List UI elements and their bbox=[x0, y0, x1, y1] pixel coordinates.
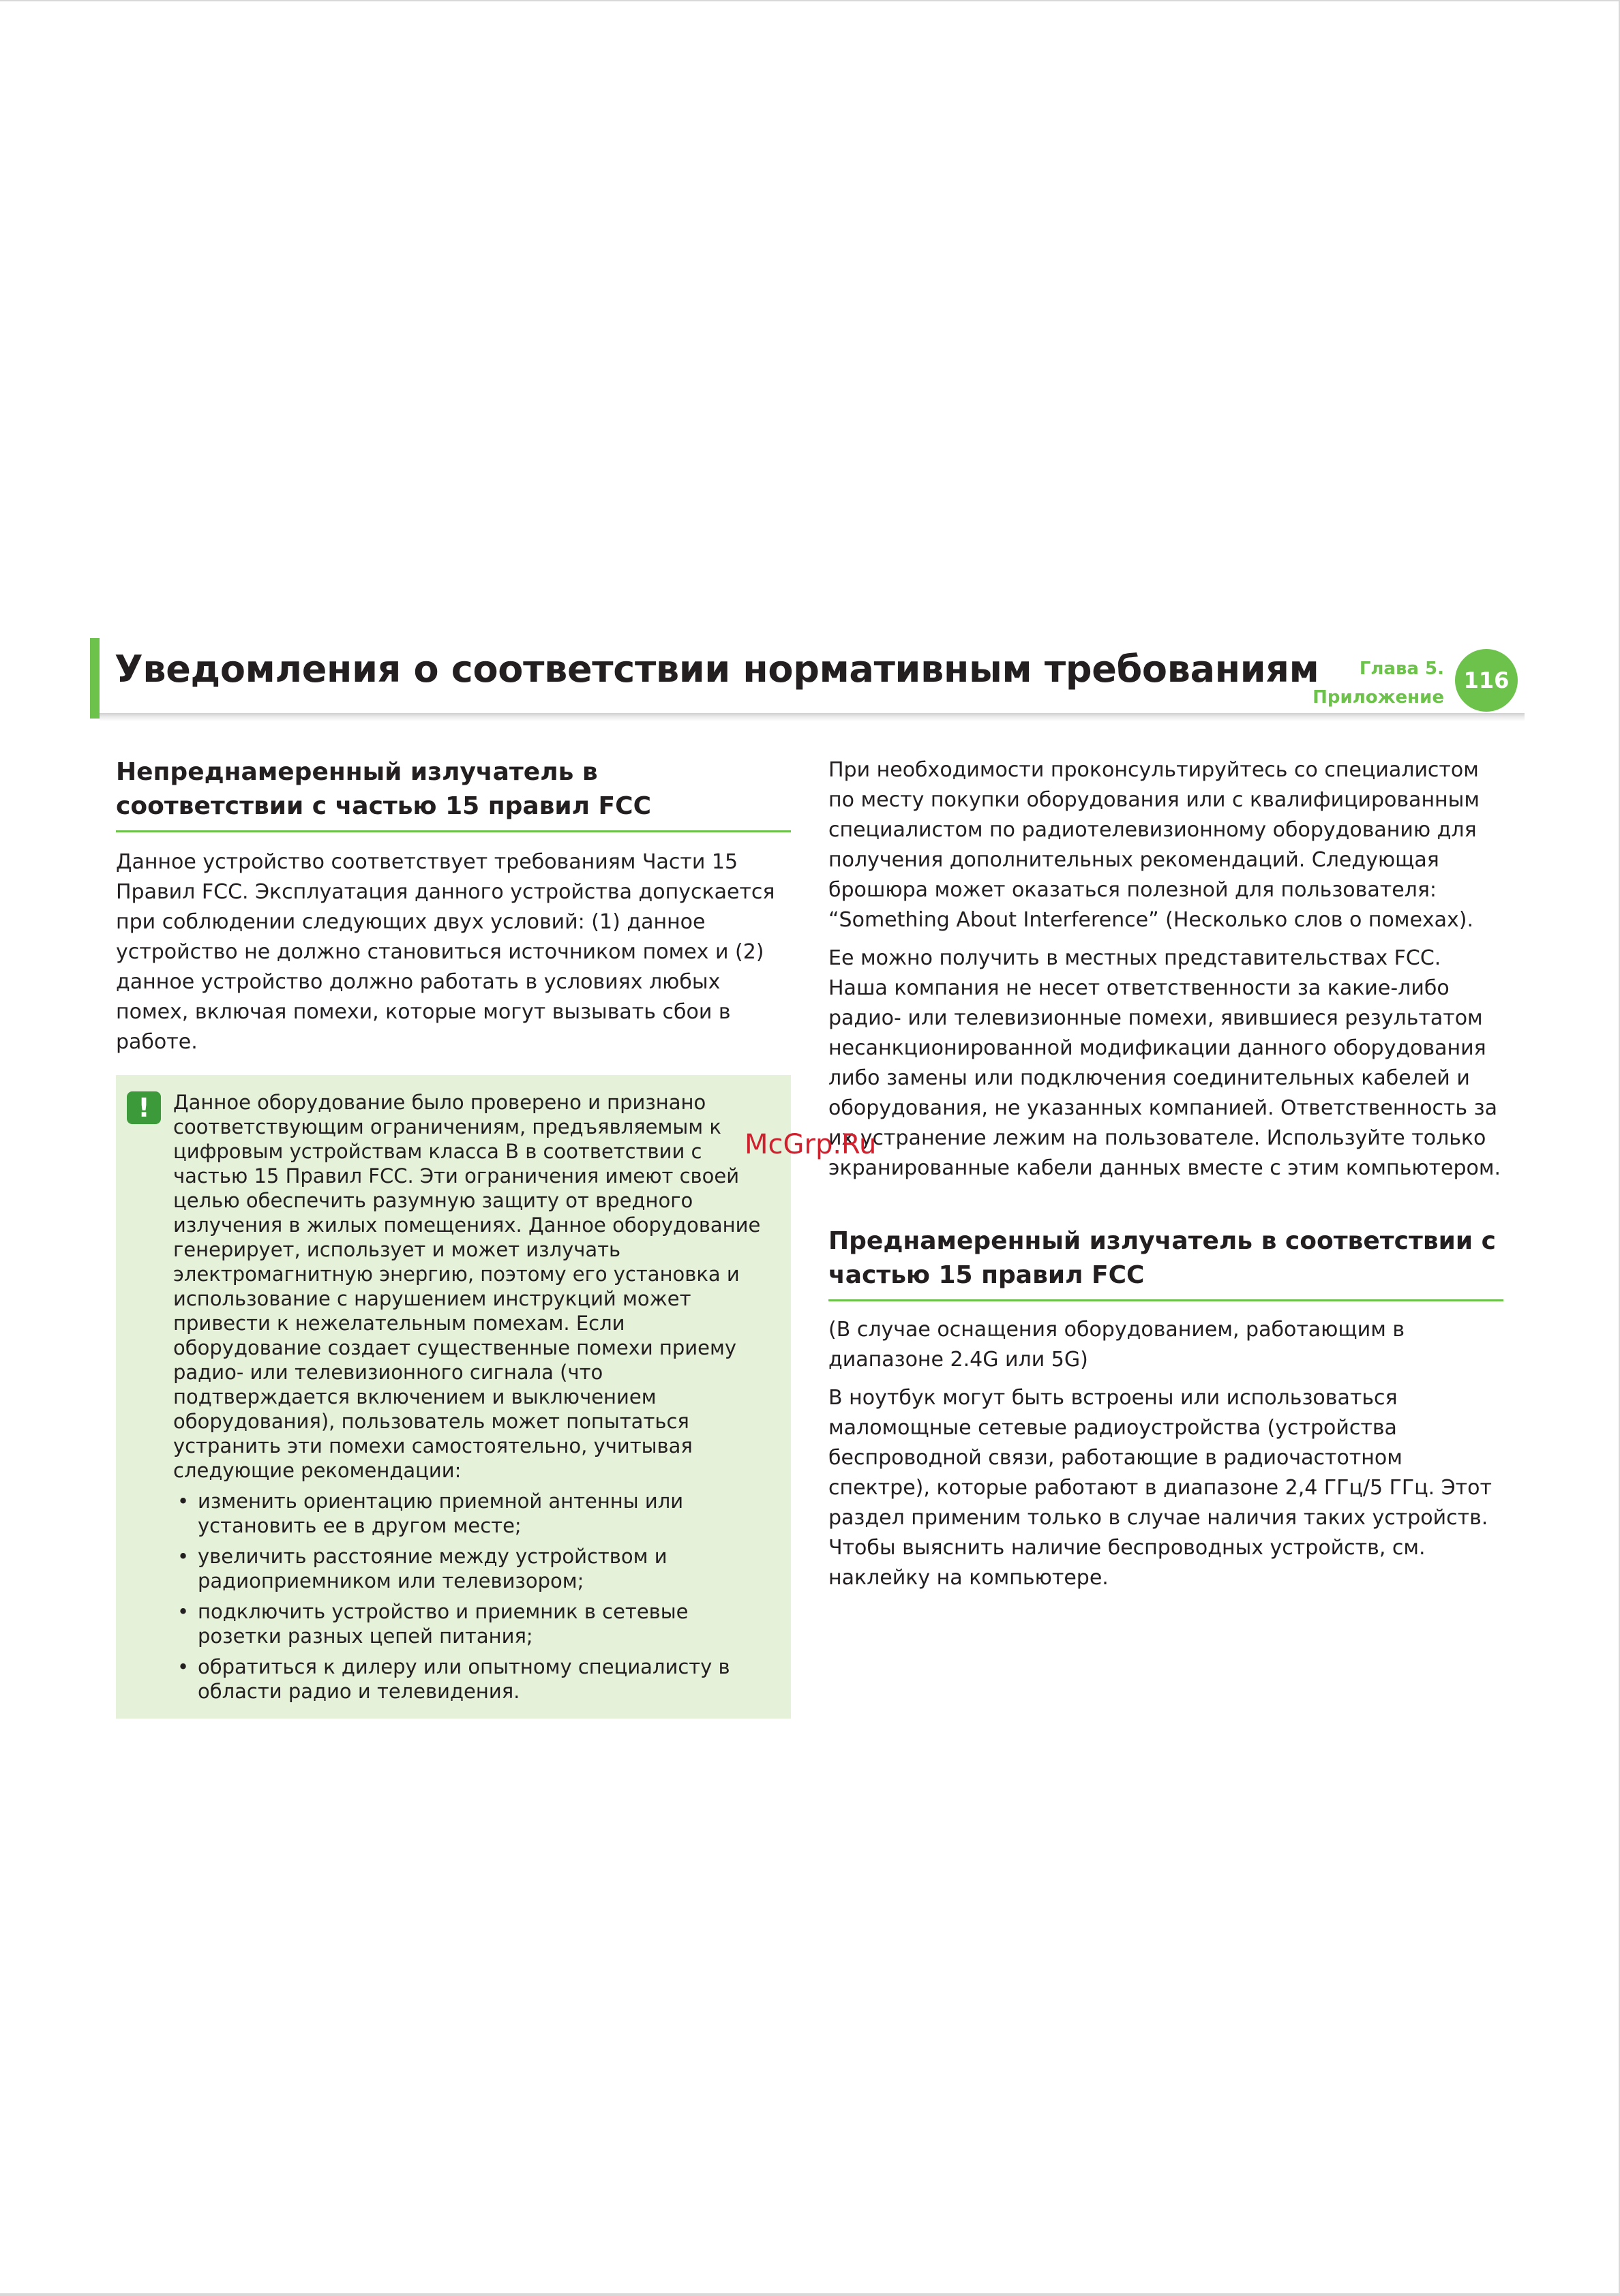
page-edge-bottom bbox=[0, 2293, 1620, 2296]
warning-note bbox=[116, 1075, 791, 1719]
chapter-number: Глава 5. bbox=[1359, 659, 1444, 679]
list-item: • увеличить расстояние между устройством и радиоприемником или телевизором; bbox=[173, 1544, 773, 1593]
list-item: • подключить устройство и приемник в сетевые розетки разных цепей питания; bbox=[173, 1599, 773, 1648]
note-text: Данное оборудование было проверено и признано соответствующим ограничениям, предъявляемым к цифровым устройствам класса B в соответствии с частью 15 Правил FCC. Эти ограничения имеют своей целью обеспечить разумную защиту от вредного излучения в жилых помещениях. Данное оборудование генерирует, использует и может излучать электромагнитную энергию, поэтому его установка и использование с нарушением инструкций может привести к нежелательным помехам. Если оборудование создает существенные помехи приему радио- или телевизионного сигнала (что подтверждается включением и выключением оборудования), пользователь может попытаться устранить эти помехи самостоятельно, учитывая следующие рекомендации: bbox=[173, 1091, 761, 1482]
header-accent-bar bbox=[90, 638, 100, 719]
wireless-paragraph: В ноутбук могут быть встроены или использоваться маломощные сетевые радиоустройства (устройства беспроводной связи, работающие в радиочастотном спектре), которые работают в диапазоне 2,4 ГГц/5 ГГц. Этот раздел применим только в случае наличия таких устройств. Чтобы выяснить наличие беспроводных устройств, см. наклейку на компьютере. bbox=[828, 1386, 1492, 1590]
consult-paragraph: При необходимости проконсультируйтесь со специалистом по месту покупки оборудования или с квалифицированным специалистом по радиотелевизионному оборудованию для получения дополнительных рекомендаций. Следующая брошюра может оказаться полезной для пользователя: “Something About Interference” (Несколько слов о помехах). bbox=[828, 758, 1480, 932]
intro-paragraph: Данное устройство соответствует требованиям Части 15 Правил FCC. Эксплуатация данного устройства допускается при соблюдении следующих двух условий: (1) данное устройство не должно становиться источником помех и (2) данное устройство должно работать в условиях любых помех, включая помехи, которые могут вызывать сбои в работе. bbox=[116, 850, 775, 1054]
page-edge-top bbox=[0, 0, 1620, 1]
watermark: McGrp.Ru bbox=[745, 1129, 877, 1160]
intentional-section bbox=[828, 1224, 1503, 1593]
section-heading-unintentional: Непреднамеренный излучатель в соответствии с частью 15 правил FCC bbox=[116, 755, 791, 832]
recommendation-list bbox=[173, 1489, 773, 1704]
list-item: • изменить ориентацию приемной антенны или установить ее в другом месте; bbox=[173, 1489, 773, 1538]
chapter-label bbox=[1312, 654, 1444, 712]
left-column bbox=[116, 755, 791, 1719]
list-item: • обратиться к дилеру или опытному специалисту в области радио и телевидения. bbox=[173, 1655, 773, 1704]
chapter-name: Приложение bbox=[1312, 687, 1444, 708]
band-note: (В случае оснащения оборудованием, работающим в диапазоне 2.4G или 5G) bbox=[828, 1318, 1405, 1372]
right-column bbox=[828, 755, 1503, 1593]
page-number-badge: 116 bbox=[1455, 649, 1518, 712]
section-heading-intentional: Преднамеренный излучатель в соответствии с частью 15 правил FCC bbox=[828, 1224, 1503, 1301]
page-title: Уведомления о соответствии нормативным требованиям bbox=[115, 648, 1319, 691]
exclamation-icon: ! bbox=[127, 1091, 161, 1124]
liability-paragraph: Ее можно получить в местных представительствах FCC. Наша компания не несет ответственности за какие-либо радио- или телевизионные помехи, явившиеся результатом несанкционированной модификации данного оборудования либо замены или подключения соединительных кабелей и оборудования, не указанных компанией. Ответственность за их устранение лежим на пользователе. Используйте только экранированные кабели данных вместе с этим компьютером. bbox=[828, 946, 1501, 1180]
header-divider bbox=[100, 713, 1525, 721]
